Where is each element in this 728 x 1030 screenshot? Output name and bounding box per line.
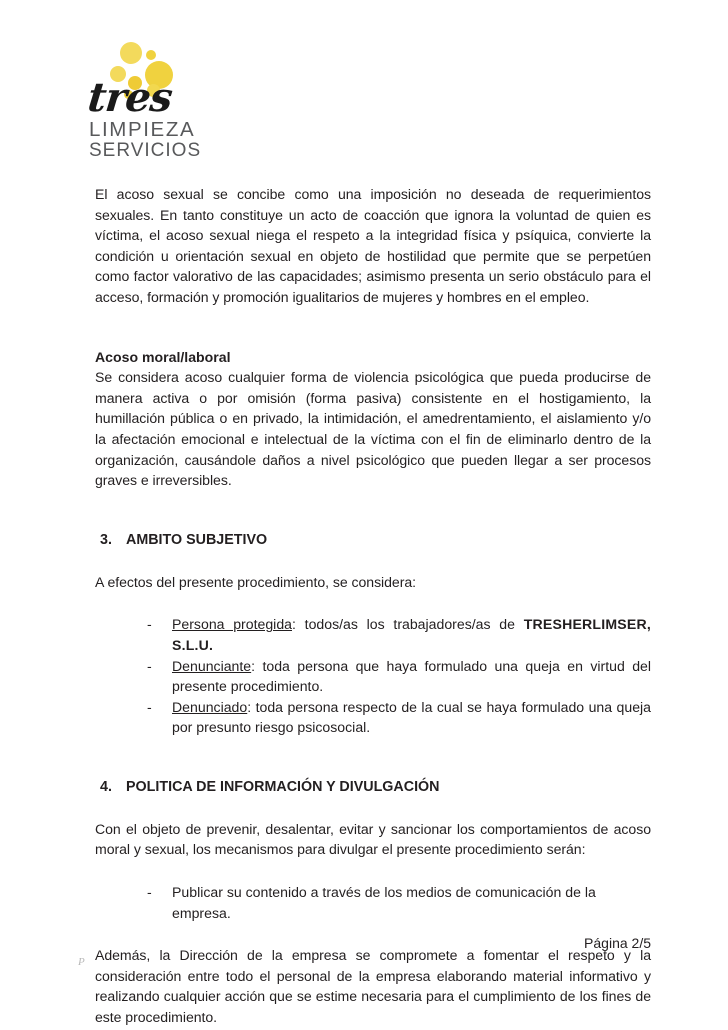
paragraph-intro: El acoso sexual se concibe como una imposición no deseada de requerimientos sexuales. En tanto constituye un acto de coacción que ignora la voluntad de quien es víctima, el acoso sexual niega el respeto a la integridad física y psíquica, convierte la condición u orientación sexual en objeto de hostilidad que permite que se perpetúen como factor valorativo de las capacidades; asimismo presenta un serio obstáculo para el acceso, formación y promoción igualitarios de mujeres y hombres en el empleo. xyxy=(95,186,651,305)
paragraph-ambito-intro: A efectos del presente procedimiento, se considera: xyxy=(95,573,417,590)
logo-tagline-limpieza: LIMPIEZA xyxy=(89,118,196,141)
list-item xyxy=(95,656,651,697)
paragraph-politica-intro: Con el objeto de prevenir, desalentar, evitar y sancionar los comportamientos de acoso moral y sexual, los mecanismos para divulgar el presente procedimiento serán: xyxy=(95,820,651,858)
logo-wordmark: tres xyxy=(85,74,175,121)
definition-term: Denunciante xyxy=(172,657,252,674)
watermark-stamp: P xyxy=(78,956,85,968)
definition-text: todos/as los trabajadores/as de xyxy=(295,616,524,633)
definition-separator: : xyxy=(292,616,296,633)
divulgation-list xyxy=(95,882,651,923)
section-number-3: 3. xyxy=(100,531,112,548)
list-item xyxy=(95,614,651,655)
paragraph-acoso-moral: Se considera acoso cualquier forma de violencia psicológica que pueda producirse de manera activa o por omisión (forma pasiva) consistente en el hostigamiento, la humillación pública o en privado, la intimidación, el amedrentamiento, el aislamiento y/o la afectación emocional e intelectual de la víctima con el fin de eliminarlo dentro de la organización, causándole daños a nivel psicológico que pueden llegar a ser procesos graves e irreversibles. xyxy=(95,369,651,489)
definition-separator: : xyxy=(251,657,256,674)
page-number-footer: Página 2/5 xyxy=(584,935,651,951)
section-heading-3 xyxy=(95,530,651,550)
section-heading-4 xyxy=(95,777,651,797)
section-number-4: 4. xyxy=(100,778,112,795)
definition-text: toda persona respecto de la cual se haya formulado una queja por presunto riesgo psicosocial. xyxy=(172,698,651,736)
paragraph-closing: Además, la Dirección de la empresa se compromete a fomentar el respeto y la consideración entre todo el personal de la empresa elaborando material informativo y realizando cualquier acción que se estime necesaria para el cumplimiento de los fines de este procedimiento. xyxy=(95,947,651,1026)
definition-term: Denunciado xyxy=(172,698,248,715)
definitions-list xyxy=(95,614,651,738)
logo-tagline-servicios: SERVICIOS xyxy=(89,140,202,161)
company-logo xyxy=(85,40,208,161)
subheading-acoso-moral: Acoso moral/laboral xyxy=(95,348,231,365)
definition-separator: : xyxy=(247,698,252,715)
definition-text: toda persona que haya formulado una queja en virtud del presente procedimiento. xyxy=(172,657,651,695)
list-item: - Publicar su contenido a través de los medios de comunicación de la empresa. xyxy=(95,882,651,923)
document-body xyxy=(95,184,651,1028)
section-title-4: POLITICA DE INFORMACIÓN Y DIVULGACIÓN xyxy=(126,778,440,795)
definition-term: Persona protegida xyxy=(172,616,292,633)
company-name: TRESHERLIMSER, S.L.U. xyxy=(172,616,651,653)
list-item xyxy=(95,697,651,738)
section-title-3: AMBITO SUBJETIVO xyxy=(126,531,268,548)
